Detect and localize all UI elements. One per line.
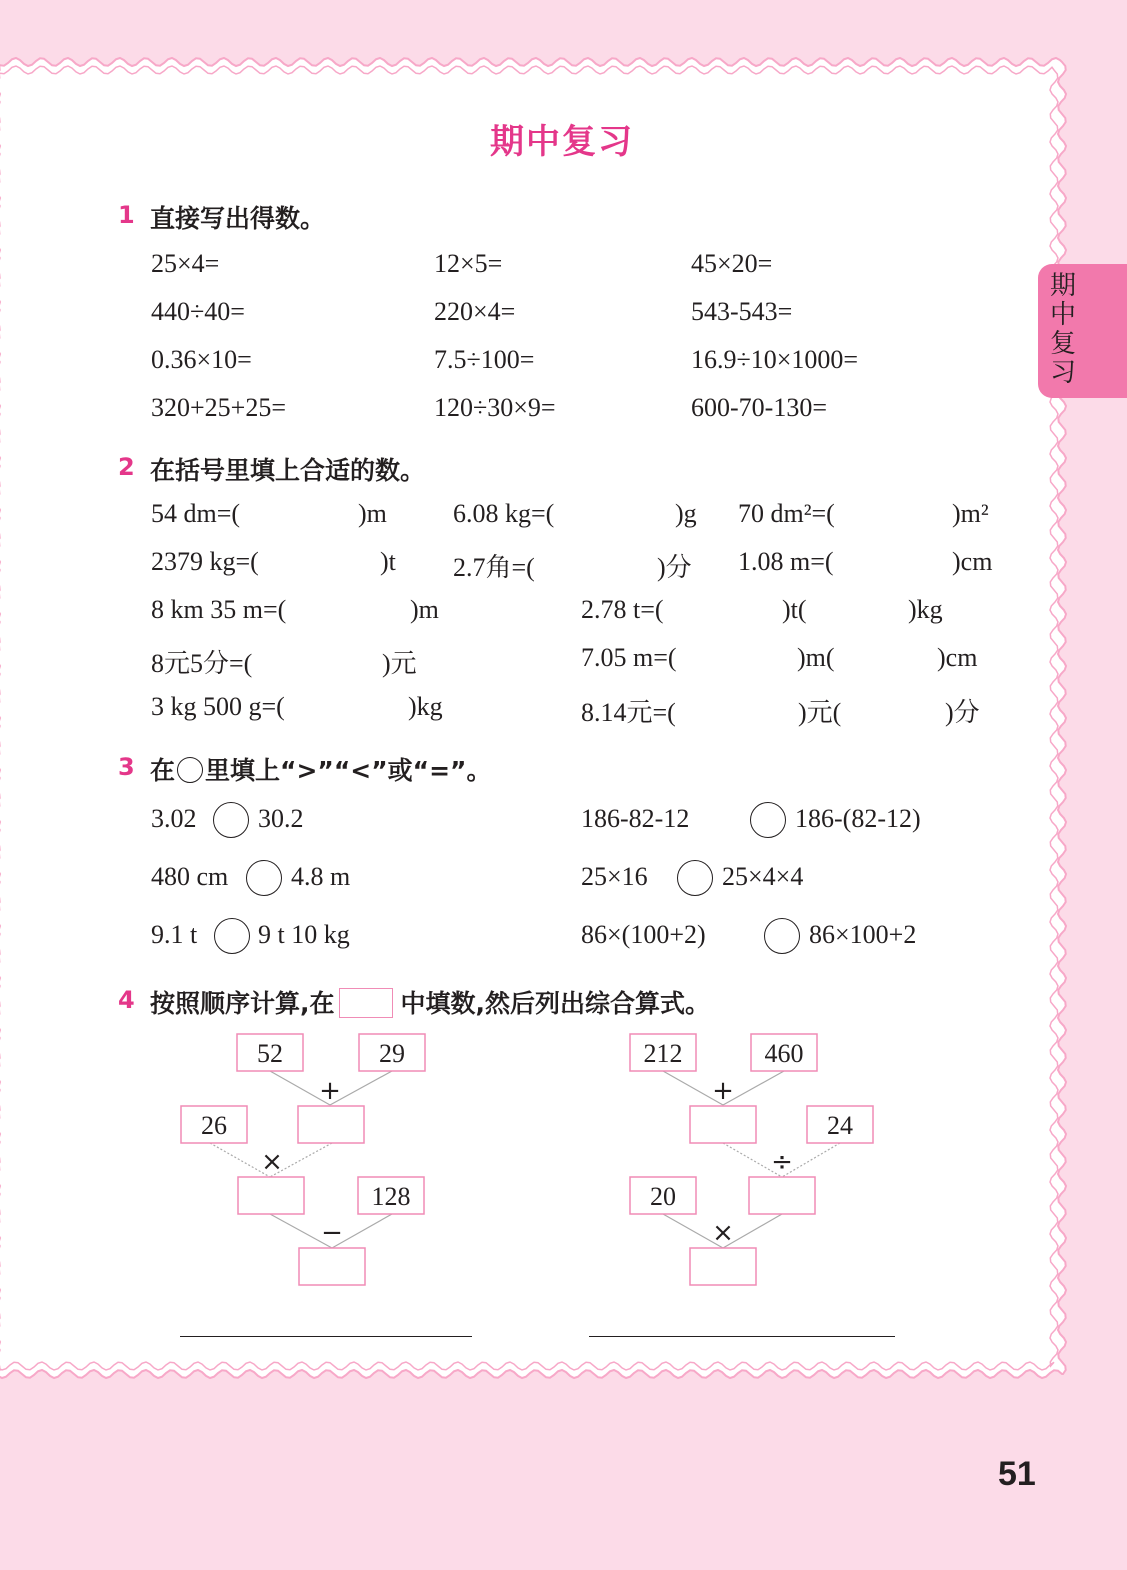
- q1-item: 220×4=: [434, 297, 516, 326]
- compare-left: 25×16: [581, 862, 648, 891]
- q2-blank-end: )m: [410, 595, 439, 624]
- q4-number: 4: [118, 986, 135, 1014]
- q2-blank-mid: )m(: [797, 643, 835, 672]
- compare-right: 25×4×4: [722, 862, 804, 891]
- q3-number: 3: [118, 753, 135, 781]
- q2-blank-start: 54 dm=(: [151, 499, 241, 528]
- q3-instruction: [150, 751, 491, 787]
- q4-instruction-end: 中填数,然后列出综合算式。: [400, 989, 710, 1018]
- q2-blank-mid: )元(: [798, 698, 842, 727]
- page-number: 51: [998, 1455, 1036, 1493]
- q2-blank-end: )kg: [908, 595, 943, 624]
- q4-instruction-start: 按照顺序计算,在: [150, 989, 335, 1018]
- compare-left: 480 cm: [151, 862, 229, 891]
- q2-blank-start: 3 kg 500 g=(: [151, 692, 285, 721]
- compare-right: 86×100+2: [809, 920, 917, 949]
- calc-tree-right: [620, 1025, 890, 1295]
- box-icon: [339, 988, 393, 1018]
- tree-value: 20: [650, 1182, 676, 1211]
- divide-icon: ÷: [771, 1147, 793, 1177]
- q2-blank-end: )分: [945, 698, 980, 727]
- plus-icon: +: [712, 1076, 734, 1106]
- times-icon: ×: [261, 1147, 283, 1177]
- compare-left: 186-82-12: [581, 804, 690, 833]
- tree-answer-box[interactable]: [690, 1106, 756, 1143]
- page-title: 期中复习: [490, 122, 634, 162]
- q1-item: 45×20=: [691, 249, 773, 278]
- q2-blank-start: 8.14元=(: [581, 698, 676, 727]
- tree-value: 26: [201, 1111, 227, 1140]
- q1-item: 12×5=: [434, 249, 503, 278]
- tree-value: 52: [257, 1039, 283, 1068]
- compare-circle[interactable]: [764, 918, 800, 954]
- section-tab: [1038, 264, 1127, 398]
- q1-item: 120÷30×9=: [434, 393, 556, 422]
- compare-right: 30.2: [258, 804, 304, 833]
- q2-blank-end: )cm: [952, 547, 993, 576]
- q2-blank-start: 1.08 m=(: [738, 547, 834, 576]
- compare-left: 3.02: [151, 804, 197, 833]
- tree-answer-box[interactable]: [238, 1177, 304, 1214]
- answer-line-right[interactable]: [589, 1336, 895, 1337]
- q2-blank-start: 70 dm²=(: [738, 499, 835, 528]
- minus-icon: −: [321, 1218, 343, 1248]
- compare-right: 186-(82-12): [795, 804, 921, 833]
- q1-number: 1: [118, 201, 135, 229]
- compare-left: 86×(100+2): [581, 920, 706, 949]
- q2-blank-end: )分: [657, 553, 692, 582]
- answer-line-left[interactable]: [180, 1336, 472, 1337]
- q1-item: 16.9÷10×1000=: [691, 345, 859, 374]
- tree-value: 29: [379, 1039, 405, 1068]
- compare-right: 4.8 m: [291, 862, 351, 891]
- q2-blank-end: )cm: [937, 643, 978, 672]
- q2-blank-end: )m²: [952, 499, 989, 528]
- q1-item: 0.36×10=: [151, 345, 252, 374]
- q1-item: 25×4=: [151, 249, 220, 278]
- q3-instruction-start: 在: [150, 756, 176, 785]
- q2-blank-end: )g: [675, 499, 697, 528]
- q2-number: 2: [118, 453, 135, 481]
- tree-value: 212: [643, 1039, 683, 1068]
- q2-blank-start: 8元5分=(: [151, 649, 253, 678]
- tree-answer-box[interactable]: [749, 1177, 815, 1214]
- times-icon: ×: [712, 1218, 734, 1248]
- q2-blank-end: )m: [358, 499, 387, 528]
- q1-item: 600-70-130=: [691, 393, 827, 422]
- compare-left: 9.1 t: [151, 920, 198, 949]
- q2-blank-end: )kg: [408, 692, 443, 721]
- q1-instruction: 直接写出得数。: [150, 204, 326, 233]
- tree-answer-box[interactable]: [690, 1248, 756, 1285]
- calc-tree-left: [170, 1025, 460, 1295]
- compare-right: 9 t 10 kg: [258, 920, 350, 949]
- compare-circle[interactable]: [677, 860, 713, 896]
- q2-blank-mid: )t(: [782, 595, 807, 624]
- q3-instruction-end: 里填上“>”“<”或“=”。: [205, 756, 492, 785]
- q4-instruction: [150, 984, 710, 1020]
- tree-answer-box[interactable]: [298, 1106, 364, 1143]
- tree-value: 128: [371, 1182, 411, 1211]
- section-tab-label: 期中复习: [1050, 271, 1077, 388]
- q1-item: 440÷40=: [151, 297, 245, 326]
- compare-circle[interactable]: [214, 918, 250, 954]
- q1-item: 7.5÷100=: [434, 345, 535, 374]
- q2-blank-start: 8 km 35 m=(: [151, 595, 287, 624]
- tree-value: 460: [764, 1039, 804, 1068]
- tree-value: 24: [827, 1111, 853, 1140]
- q2-blank-start: 6.08 kg=(: [453, 499, 555, 528]
- q2-blank-start: 7.05 m=(: [581, 643, 677, 672]
- q2-blank-start: 2.78 t=(: [581, 595, 664, 624]
- q2-blank-start: 2.7角=(: [453, 553, 535, 582]
- q2-blank-start: 2379 kg=(: [151, 547, 259, 576]
- compare-circle[interactable]: [750, 802, 786, 838]
- circle-icon: [177, 757, 203, 783]
- plus-icon: +: [319, 1076, 341, 1106]
- compare-circle[interactable]: [246, 860, 282, 896]
- q2-blank-end: )t: [380, 547, 396, 576]
- compare-circle[interactable]: [213, 802, 249, 838]
- q1-item: 320+25+25=: [151, 393, 286, 422]
- q1-item: 543-543=: [691, 297, 793, 326]
- q2-blank-end: )元: [382, 649, 417, 678]
- q2-instruction: 在括号里填上合适的数。: [150, 456, 426, 485]
- tree-answer-box[interactable]: [299, 1248, 365, 1285]
